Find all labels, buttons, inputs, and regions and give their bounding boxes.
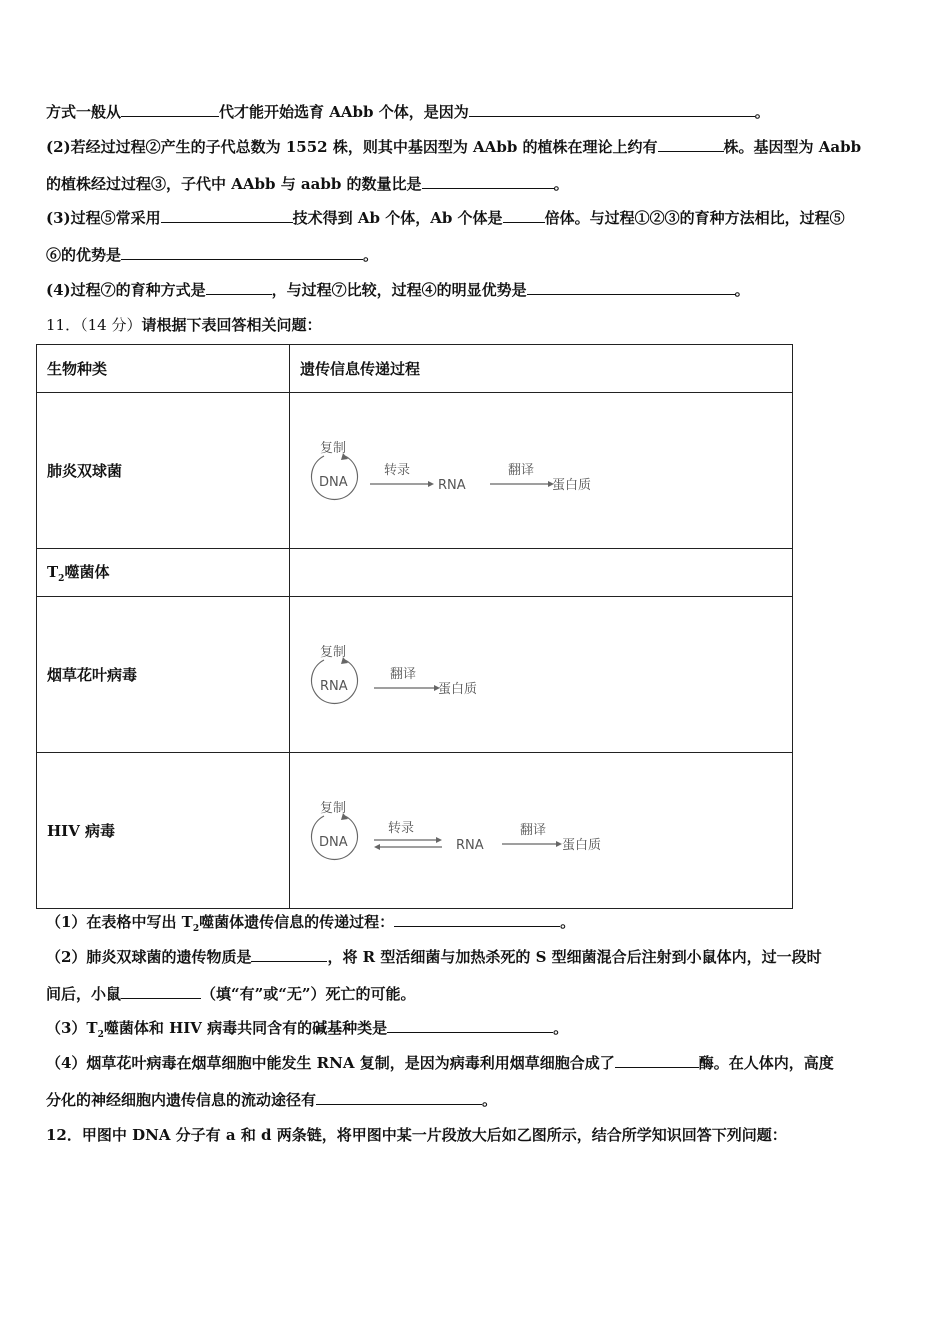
q11-sub-1: （1）在表格中写出 $T_2$噬菌体遗传信息的传递过程： 。 <box>46 913 576 934</box>
table-header-row <box>37 345 793 393</box>
dna-label: DNA <box>319 474 348 490</box>
answer-blank[interactable] <box>121 245 363 260</box>
transcription-label: 转录 <box>384 462 411 478</box>
genetic-info-table <box>36 344 793 909</box>
q11-sub-4a: （4）烟草花叶病毒在烟草细胞中能发生 RNA 复制，是因为病毒利用烟草细胞合成了 酶。在人体内，高度 <box>46 1054 834 1072</box>
q10-line-2: (2)若经过过程②产生的子代总数为 1552 株，则其中基因型为 AAbb 的植株在理论上约有 株。基因型为 Aabb <box>46 138 862 156</box>
answer-blank[interactable] <box>387 1018 553 1033</box>
table-row <box>37 597 793 753</box>
arrowhead <box>428 481 434 487</box>
translation-label: 翻译 <box>390 666 417 682</box>
replication-label: 复制 <box>320 440 347 456</box>
answer-blank[interactable] <box>469 102 755 117</box>
q12-heading: 12．甲图中 DNA 分子有 a 和 d 两条链，将甲图中某一片段放大后如乙图所示，结合所学知识回答下列问题： <box>46 1126 787 1144</box>
q11-sub-4b: 分化的神经细胞内遗传信息的流动途径有 。 <box>46 1091 498 1109</box>
protein-label: 蛋白质 <box>552 477 592 493</box>
pneumococcus-diagram <box>300 426 620 516</box>
process-cell <box>290 753 793 909</box>
replication-label: 复制 <box>320 800 347 816</box>
organism-cell: 肺炎双球菌 <box>37 393 290 549</box>
answer-blank[interactable] <box>615 1053 699 1068</box>
process-cell <box>290 393 793 549</box>
q10-line-6: (4)过程⑦的育种方式是 ，与过程⑦比较，过程④的明显优势是 。 <box>46 281 750 299</box>
answer-blank[interactable] <box>161 208 293 223</box>
q10-line-1: 方式一般从 代才能开始选育 AAbb 个体，是因为 。 <box>46 103 770 121</box>
answer-blank[interactable] <box>316 1090 482 1105</box>
q10-line-5: ⑥的优势是 。 <box>46 246 379 264</box>
q11-sub-3: $(3)T_2$噬菌体和 HIV 病毒共同含有的碱基种类是 。 <box>46 1019 569 1040</box>
answer-blank[interactable] <box>658 137 724 152</box>
answer-blank[interactable] <box>121 102 219 117</box>
rna-label: RNA <box>438 477 466 493</box>
answer-blank[interactable] <box>251 947 327 962</box>
q11-sub-2b: 间后，小鼠 （填“有”或“无”）死亡的可能。 <box>46 985 416 1003</box>
protein-label: 蛋白质 <box>562 837 602 853</box>
q11-heading: 11．（14 分）请根据下表回答相关问题： <box>46 316 322 334</box>
process-cell <box>290 597 793 753</box>
protein-label: 蛋白质 <box>438 681 478 697</box>
hiv-diagram <box>300 786 620 876</box>
answer-blank[interactable] <box>527 280 735 295</box>
process-cell-empty[interactable] <box>290 549 793 597</box>
transcription-label: 转录 <box>388 820 415 836</box>
tmv-diagram <box>300 630 620 720</box>
table-row <box>37 753 793 909</box>
answer-blank[interactable] <box>206 280 272 295</box>
replication-label: 复制 <box>320 644 347 660</box>
arrowhead <box>436 837 442 843</box>
arrowhead <box>374 844 380 850</box>
table-row <box>37 549 793 597</box>
answer-blank[interactable] <box>394 912 560 927</box>
translation-label: 翻译 <box>520 822 547 838</box>
answer-blank[interactable] <box>422 174 554 189</box>
q11-sub-2a: （2）肺炎双球菌的遗传物质是 ，将 R 型活细菌与加热杀死的 S 型细菌混合后注射到小鼠体内，过一段时 <box>46 948 822 966</box>
answer-blank[interactable] <box>121 984 201 999</box>
header-organism: 生物种类 <box>37 345 290 393</box>
table-row <box>37 393 793 549</box>
header-process: 遗传信息传递过程 <box>290 345 793 393</box>
translation-label: 翻译 <box>508 462 535 478</box>
rna-label: RNA <box>456 837 484 853</box>
answer-blank[interactable] <box>503 208 545 223</box>
q10-line-3: 的植株经过过程③，子代中 AAbb 与 aabb 的数量比是 。 <box>46 175 569 193</box>
organism-cell: HIV 病毒 <box>37 753 290 909</box>
organism-cell: $T_2$噬菌体 <box>37 549 290 597</box>
rna-label: RNA <box>320 678 348 694</box>
organism-cell: 烟草花叶病毒 <box>37 597 290 753</box>
q10-line-4: (3)过程⑤常采用 技术得到 Ab 个体，Ab 个体是 倍体。与过程①②③的育种方法相比，过程⑤ <box>46 209 845 227</box>
dna-label: DNA <box>319 834 348 850</box>
